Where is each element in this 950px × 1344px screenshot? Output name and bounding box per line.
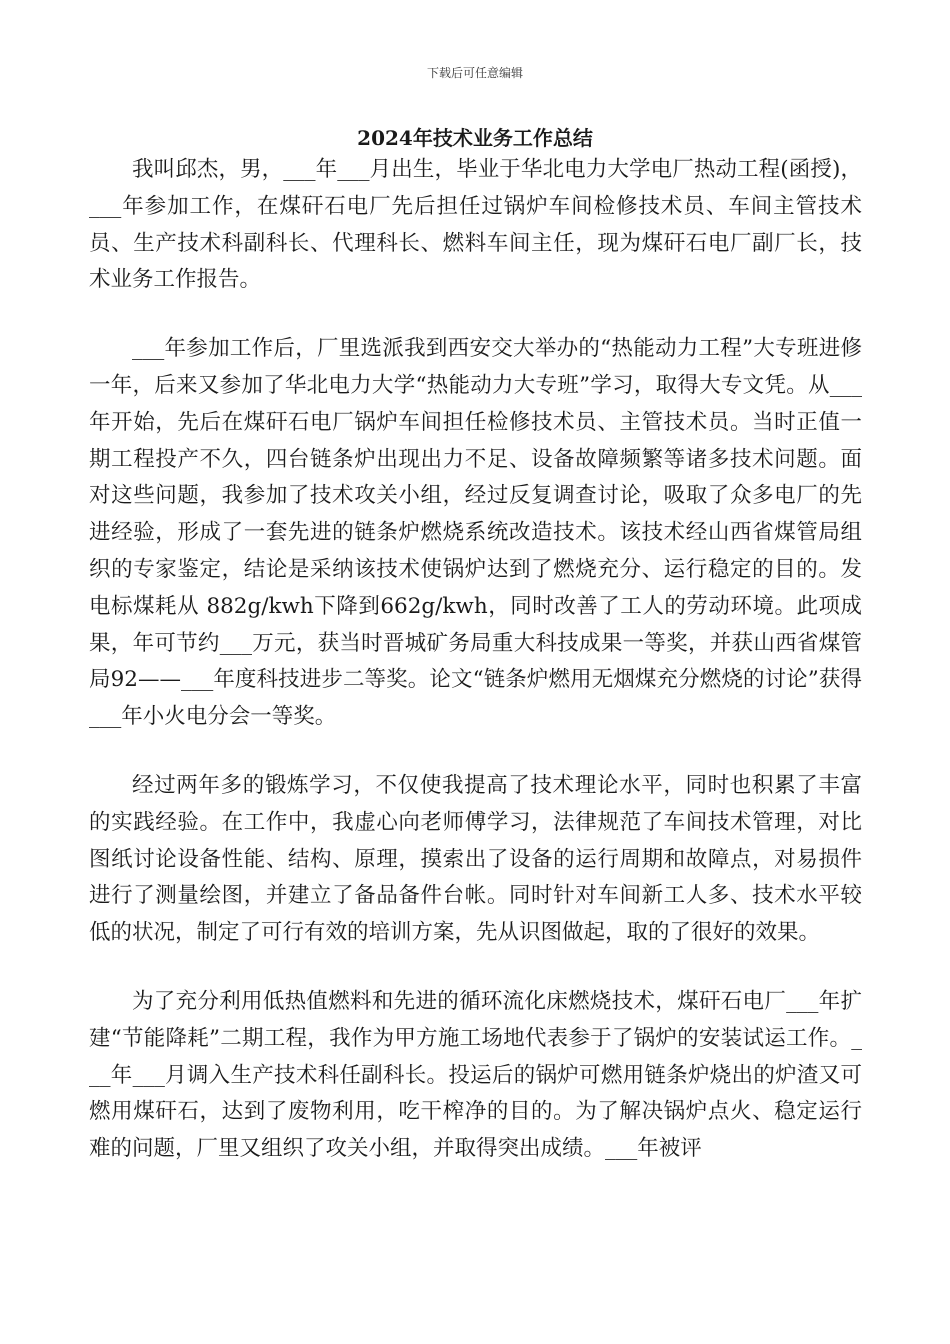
paragraph-1: 我叫邱杰，男，___年___月出生，毕业于华北电力大学电厂热动工程(函授)，___年参加工作，在煤矸石电厂先后担任过锅炉车间检修技术员、车间主管技术员、生产技术科副科长、代理科长、燃料车间主任，现为煤矸石电厂副厂长，技术业务工作报告。 <box>89 157 862 293</box>
paragraph-4: 为了充分利用低热值燃料和先进的循环流化床燃烧技术，煤矸石电厂___年扩建“节能降耗”二期工程，我作为甲方施工场地代表参于了锅炉的安装试运工作。___年___月调入生产技术科任副科长。投运后的锅炉可燃用链条炉烧出的炉渣又可燃用煤矸石，达到了废物利用，吃干榨净的目的。为了解决锅炉点火、稳定运行难的问题，厂里又组织了攻关小组，并取得突出成绩。___年被评 <box>89 988 862 1162</box>
paragraph-2: ___年参加工作后，厂里选派我到西安交大举办的“热能动力工程”大专班进修一年，后来又参加了华北电力大学“热能动力大专班”学习，取得大专文凭。从___年开始，先后在煤矸石电厂锅炉车间担任检修技术员、主管技术员。当时正值一期工程投产不久，四台链条炉出现出力不足、设备故障频繁等诸多技术问题。面对这些问题，我参加了技术攻关小组，经过反复调查讨论，吸取了众多电厂的先进经验，形成了一套先进的链条炉燃烧系统改造技术。该技术经山西省煤管局组织的专家鉴定，结论是采纳该技术使锅炉达到了燃烧充分、运行稳定的目的。发电标煤耗从 882g/kwh下降到662g/kwh，同时改善了工人的劳动环境。此项成果，年可节约___万元，获当时晋城矿务局重大科技成果一等奖，并获山西省煤管局92——___年度科技进步二等奖。论文“链条炉燃用无烟煤充分燃烧的讨论”获得___年小火电分会一等奖。 <box>89 336 862 730</box>
document-body <box>89 152 862 1200</box>
header-note: 下载后可任意编辑 <box>426 66 523 80</box>
paragraph-3: 经过两年多的锻炼学习，不仅使我提高了技术理论水平，同时也积累了丰富的实践经验。在工作中，我虚心向老师傅学习，法律规范了车间技术管理，对比图纸讨论设备性能、结构、原理，摸索出了设备的运行周期和故障点，对易损件进行了测量绘图，并建立了备品备件台帐。同时针对车间新工人多、技术水平较低的状况，制定了可行有效的培训方案，先从识图做起，取的了很好的效果。 <box>89 772 862 946</box>
page-title: 2024年技术业务工作总结 <box>357 126 593 150</box>
